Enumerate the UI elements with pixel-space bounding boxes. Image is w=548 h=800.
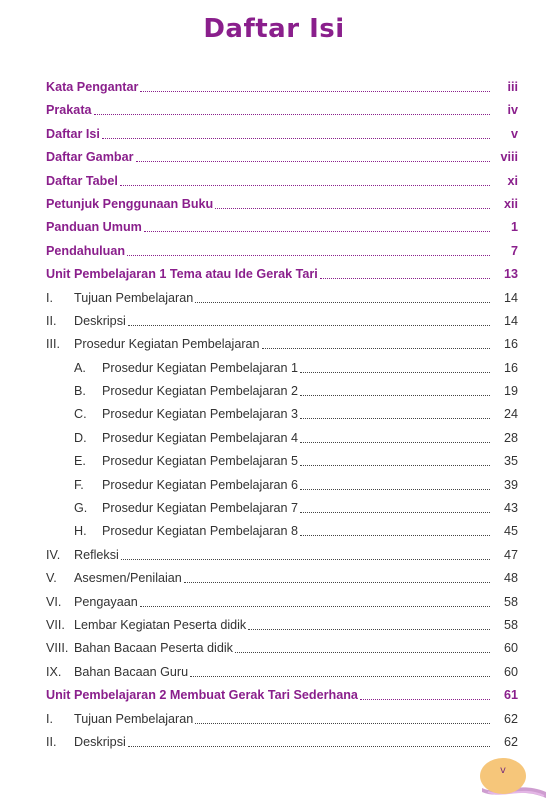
toc-entry[interactable] xyxy=(46,216,518,239)
toc-entry-marker: III. xyxy=(46,337,60,352)
toc-entry-page: 19 xyxy=(503,384,518,399)
leader-dots xyxy=(195,302,490,303)
toc-entry-title: Lembar Kegiatan Peserta didik xyxy=(74,617,247,632)
leader-dots xyxy=(248,629,490,630)
toc-entry-title: Bahan Bacaan Guru xyxy=(74,664,189,679)
leader-dots xyxy=(262,348,490,349)
toc-entry[interactable] xyxy=(46,193,518,216)
toc-entry-title: Deskripsi xyxy=(74,734,126,749)
leader-dots xyxy=(121,559,490,560)
toc-entry[interactable] xyxy=(46,380,518,403)
toc-entry-page: 39 xyxy=(503,477,518,492)
toc-entry-title: Prosedur Kegiatan Pembelajaran 6 xyxy=(102,477,299,492)
toc-entry-title: Unit Pembelajaran 2 Membuat Gerak Tari Sederhana xyxy=(46,688,358,703)
toc-entry-marker: D. xyxy=(74,430,87,445)
toc-entry-title: Prosedur Kegiatan Pembelajaran 8 xyxy=(102,524,299,539)
toc-entry[interactable] xyxy=(46,450,518,473)
toc-entry-marker: G. xyxy=(74,501,88,516)
toc-entry-title: Asesmen/Penilaian xyxy=(74,571,182,586)
toc-entry-marker: II. xyxy=(46,313,57,328)
toc-entry-title: Petunjuk Penggunaan Buku xyxy=(46,196,214,211)
toc-entry-marker: A. xyxy=(74,360,86,375)
toc-entry-page: xi xyxy=(507,173,518,188)
toc-entry-title: Prakata xyxy=(46,103,92,118)
toc-entry-page: 58 xyxy=(503,594,518,609)
toc-entry-title: Refleksi xyxy=(74,547,119,562)
page-number: v xyxy=(500,765,506,776)
toc-entry[interactable] xyxy=(46,614,518,637)
page-number-badge xyxy=(480,758,526,794)
toc-entry[interactable] xyxy=(46,76,518,99)
toc-entry[interactable] xyxy=(46,287,518,310)
toc-entry-page: 13 xyxy=(503,267,518,282)
leader-dots xyxy=(320,278,490,279)
page-title: Daftar Isi xyxy=(203,14,345,44)
leader-dots xyxy=(136,161,490,162)
toc-entry-page: viii xyxy=(500,150,518,165)
toc-entry-marker: IV. xyxy=(46,547,61,562)
leader-dots xyxy=(102,138,490,139)
toc-entry[interactable] xyxy=(46,240,518,263)
toc-entry-marker: V. xyxy=(46,571,57,586)
toc-entry-title: Kata Pengantar xyxy=(46,80,139,94)
leader-dots xyxy=(184,582,490,583)
toc-entry-title: Daftar Isi xyxy=(46,126,100,141)
leader-dots xyxy=(300,465,490,466)
toc-entry[interactable] xyxy=(46,544,518,567)
leader-dots xyxy=(300,489,490,490)
leader-dots xyxy=(300,512,490,513)
leader-dots xyxy=(128,325,490,326)
toc-entry-title: Prosedur Kegiatan Pembelajaran 3 xyxy=(102,407,299,422)
leader-dots xyxy=(195,723,490,724)
toc-entry-page: 62 xyxy=(503,711,518,726)
toc-entry[interactable] xyxy=(46,708,518,731)
leader-dots xyxy=(215,208,490,209)
toc-entry-page: 48 xyxy=(503,571,518,586)
toc-entry[interactable] xyxy=(46,731,518,754)
toc-entry-title: Prosedur Kegiatan Pembelajaran xyxy=(74,337,260,352)
toc-entry[interactable] xyxy=(46,637,518,660)
leader-dots xyxy=(94,114,490,115)
toc-entry-page: v xyxy=(510,126,518,141)
toc-entry-title: Deskripsi xyxy=(74,313,126,328)
toc-entry-title: Panduan Umum xyxy=(46,220,142,235)
toc-entry[interactable] xyxy=(46,684,518,707)
toc-entry-page: 43 xyxy=(503,501,518,516)
toc-entry-marker: B. xyxy=(74,384,86,399)
toc-entry[interactable] xyxy=(46,497,518,520)
toc-entry-page: 16 xyxy=(503,360,518,375)
toc-entry-marker: VII. xyxy=(46,617,65,632)
toc-entry-marker: II. xyxy=(46,734,57,749)
toc-entry-title: Bahan Bacaan Peserta didik xyxy=(74,641,233,656)
toc-entry[interactable] xyxy=(46,474,518,497)
toc-entry-page: 60 xyxy=(503,641,518,656)
toc-entry-marker: F. xyxy=(74,477,84,492)
toc-entry-marker: H. xyxy=(74,524,87,539)
leader-dots xyxy=(128,746,490,747)
toc-entry[interactable] xyxy=(46,170,518,193)
toc-entry[interactable] xyxy=(46,333,518,356)
leader-dots xyxy=(190,676,490,677)
toc-entry[interactable] xyxy=(46,99,518,122)
toc-entry-page: 14 xyxy=(503,313,518,328)
toc-entry[interactable] xyxy=(46,263,518,286)
leader-dots xyxy=(300,442,490,443)
toc-entry-title: Daftar Gambar xyxy=(46,150,134,165)
toc-entry-page: 60 xyxy=(503,664,518,679)
toc-entry-page: 47 xyxy=(503,547,518,562)
toc-entry-title: Daftar Tabel xyxy=(46,173,118,188)
leader-dots xyxy=(300,535,490,536)
toc-entry[interactable] xyxy=(46,357,518,380)
toc-entry[interactable] xyxy=(46,427,518,450)
leader-dots xyxy=(300,418,490,419)
toc-entry-page: 7 xyxy=(510,243,518,258)
toc-entry-marker: C. xyxy=(74,407,87,422)
toc-entry-page: 16 xyxy=(503,337,518,352)
toc-entry-title: Unit Pembelajaran 1 Tema atau Ide Gerak Tari xyxy=(46,267,318,282)
toc-entry-title: Prosedur Kegiatan Pembelajaran 1 xyxy=(102,360,299,375)
toc-entry-page: 35 xyxy=(503,454,518,469)
toc-entry[interactable] xyxy=(46,567,518,590)
leader-dots xyxy=(300,372,490,373)
toc-entry-title: Tujuan Pembelajaran xyxy=(74,290,194,305)
toc-entry[interactable] xyxy=(46,661,518,684)
toc-entry-page: 14 xyxy=(503,290,518,305)
leader-dots xyxy=(235,652,490,653)
toc-entry-page: 28 xyxy=(503,430,518,445)
leader-dots xyxy=(144,231,490,232)
toc-entry[interactable] xyxy=(46,146,518,169)
toc-entry-title: Prosedur Kegiatan Pembelajaran 5 xyxy=(102,454,299,469)
leader-dots xyxy=(127,255,490,256)
toc-entry-marker: VI. xyxy=(46,594,62,609)
toc-entry-marker: E. xyxy=(74,454,86,469)
toc-entry-page: xii xyxy=(503,196,518,211)
toc-entry-page: 61 xyxy=(503,688,518,703)
toc-entry[interactable] xyxy=(46,310,518,333)
toc-entry-page: iii xyxy=(507,80,518,94)
leader-dots xyxy=(120,185,490,186)
toc-entry-marker: VIII. xyxy=(46,641,69,656)
toc-entry-page: 62 xyxy=(503,734,518,749)
toc-entry-page: 58 xyxy=(503,617,518,632)
toc-entry-page: 45 xyxy=(503,524,518,539)
toc-entry[interactable] xyxy=(46,403,518,426)
leader-dots xyxy=(140,606,490,607)
toc-entry-title: Prosedur Kegiatan Pembelajaran 4 xyxy=(102,430,299,445)
toc-entry-page: 24 xyxy=(503,407,518,422)
leader-dots xyxy=(360,699,490,700)
toc-entry-title: Pengayaan xyxy=(74,594,138,609)
toc-entry[interactable] xyxy=(46,591,518,614)
toc-entry-page: 1 xyxy=(510,220,518,235)
toc-entry-marker: I. xyxy=(46,711,53,726)
leader-dots xyxy=(300,395,490,396)
toc-entry[interactable] xyxy=(46,520,518,543)
toc-entry-title: Tujuan Pembelajaran xyxy=(74,711,194,726)
toc-entry-title: Pendahuluan xyxy=(46,243,126,258)
toc-entry-title: Prosedur Kegiatan Pembelajaran 7 xyxy=(102,501,299,516)
leader-dots xyxy=(140,91,490,92)
toc-entry-marker: IX. xyxy=(46,664,62,679)
toc-entry[interactable] xyxy=(46,123,518,146)
toc-entry-title: Prosedur Kegiatan Pembelajaran 2 xyxy=(102,384,299,399)
table-of-contents xyxy=(46,76,518,754)
toc-entry-page: iv xyxy=(507,103,518,118)
toc-entry-marker: I. xyxy=(46,290,53,305)
